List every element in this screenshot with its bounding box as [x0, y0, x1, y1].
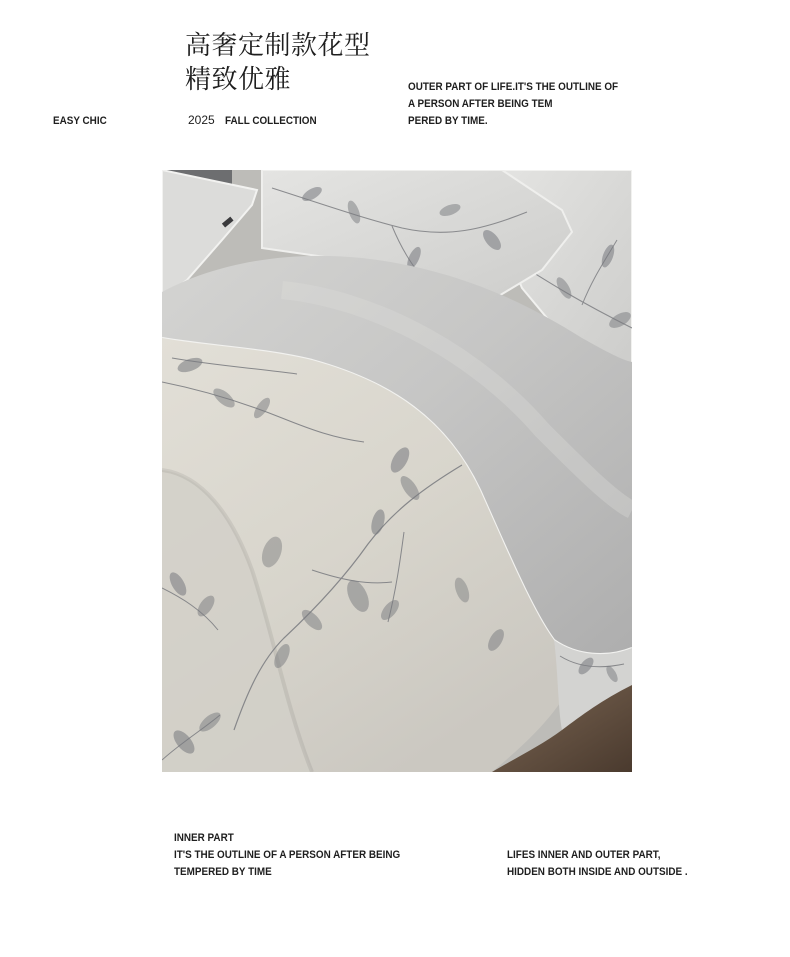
footer-left-line: TEMPERED BY TIME [174, 866, 272, 878]
collection-label: FALL COLLECTION [225, 115, 317, 127]
footer-right-line: LIFES INNER AND OUTER PART, [507, 849, 661, 861]
collection-year: 2025 [188, 113, 215, 127]
brand-label: EASY CHIC [53, 115, 107, 127]
footer-right-text [507, 847, 688, 881]
title-line-1: 高奢定制款花型 [185, 31, 371, 61]
product-photo [162, 170, 632, 772]
footer-left-line: IT'S THE OUTLINE OF A PERSON AFTER BEING [174, 849, 401, 861]
quote-line: A PERSON AFTER BEING TEM [408, 98, 553, 110]
title-line-2: 精致优雅 [185, 65, 292, 95]
quote-line: OUTER PART OF LIFE.IT'S THE OUTLINE OF [408, 81, 619, 93]
quote-line: PERED BY TIME. [408, 115, 488, 127]
footer-left-text [174, 830, 400, 881]
header-quote [408, 79, 618, 130]
footer-left-line: INNER PART [174, 832, 234, 844]
bedding-photo [162, 170, 632, 772]
footer-right-line: HIDDEN BOTH INSIDE AND OUTSIDE . [507, 866, 688, 878]
